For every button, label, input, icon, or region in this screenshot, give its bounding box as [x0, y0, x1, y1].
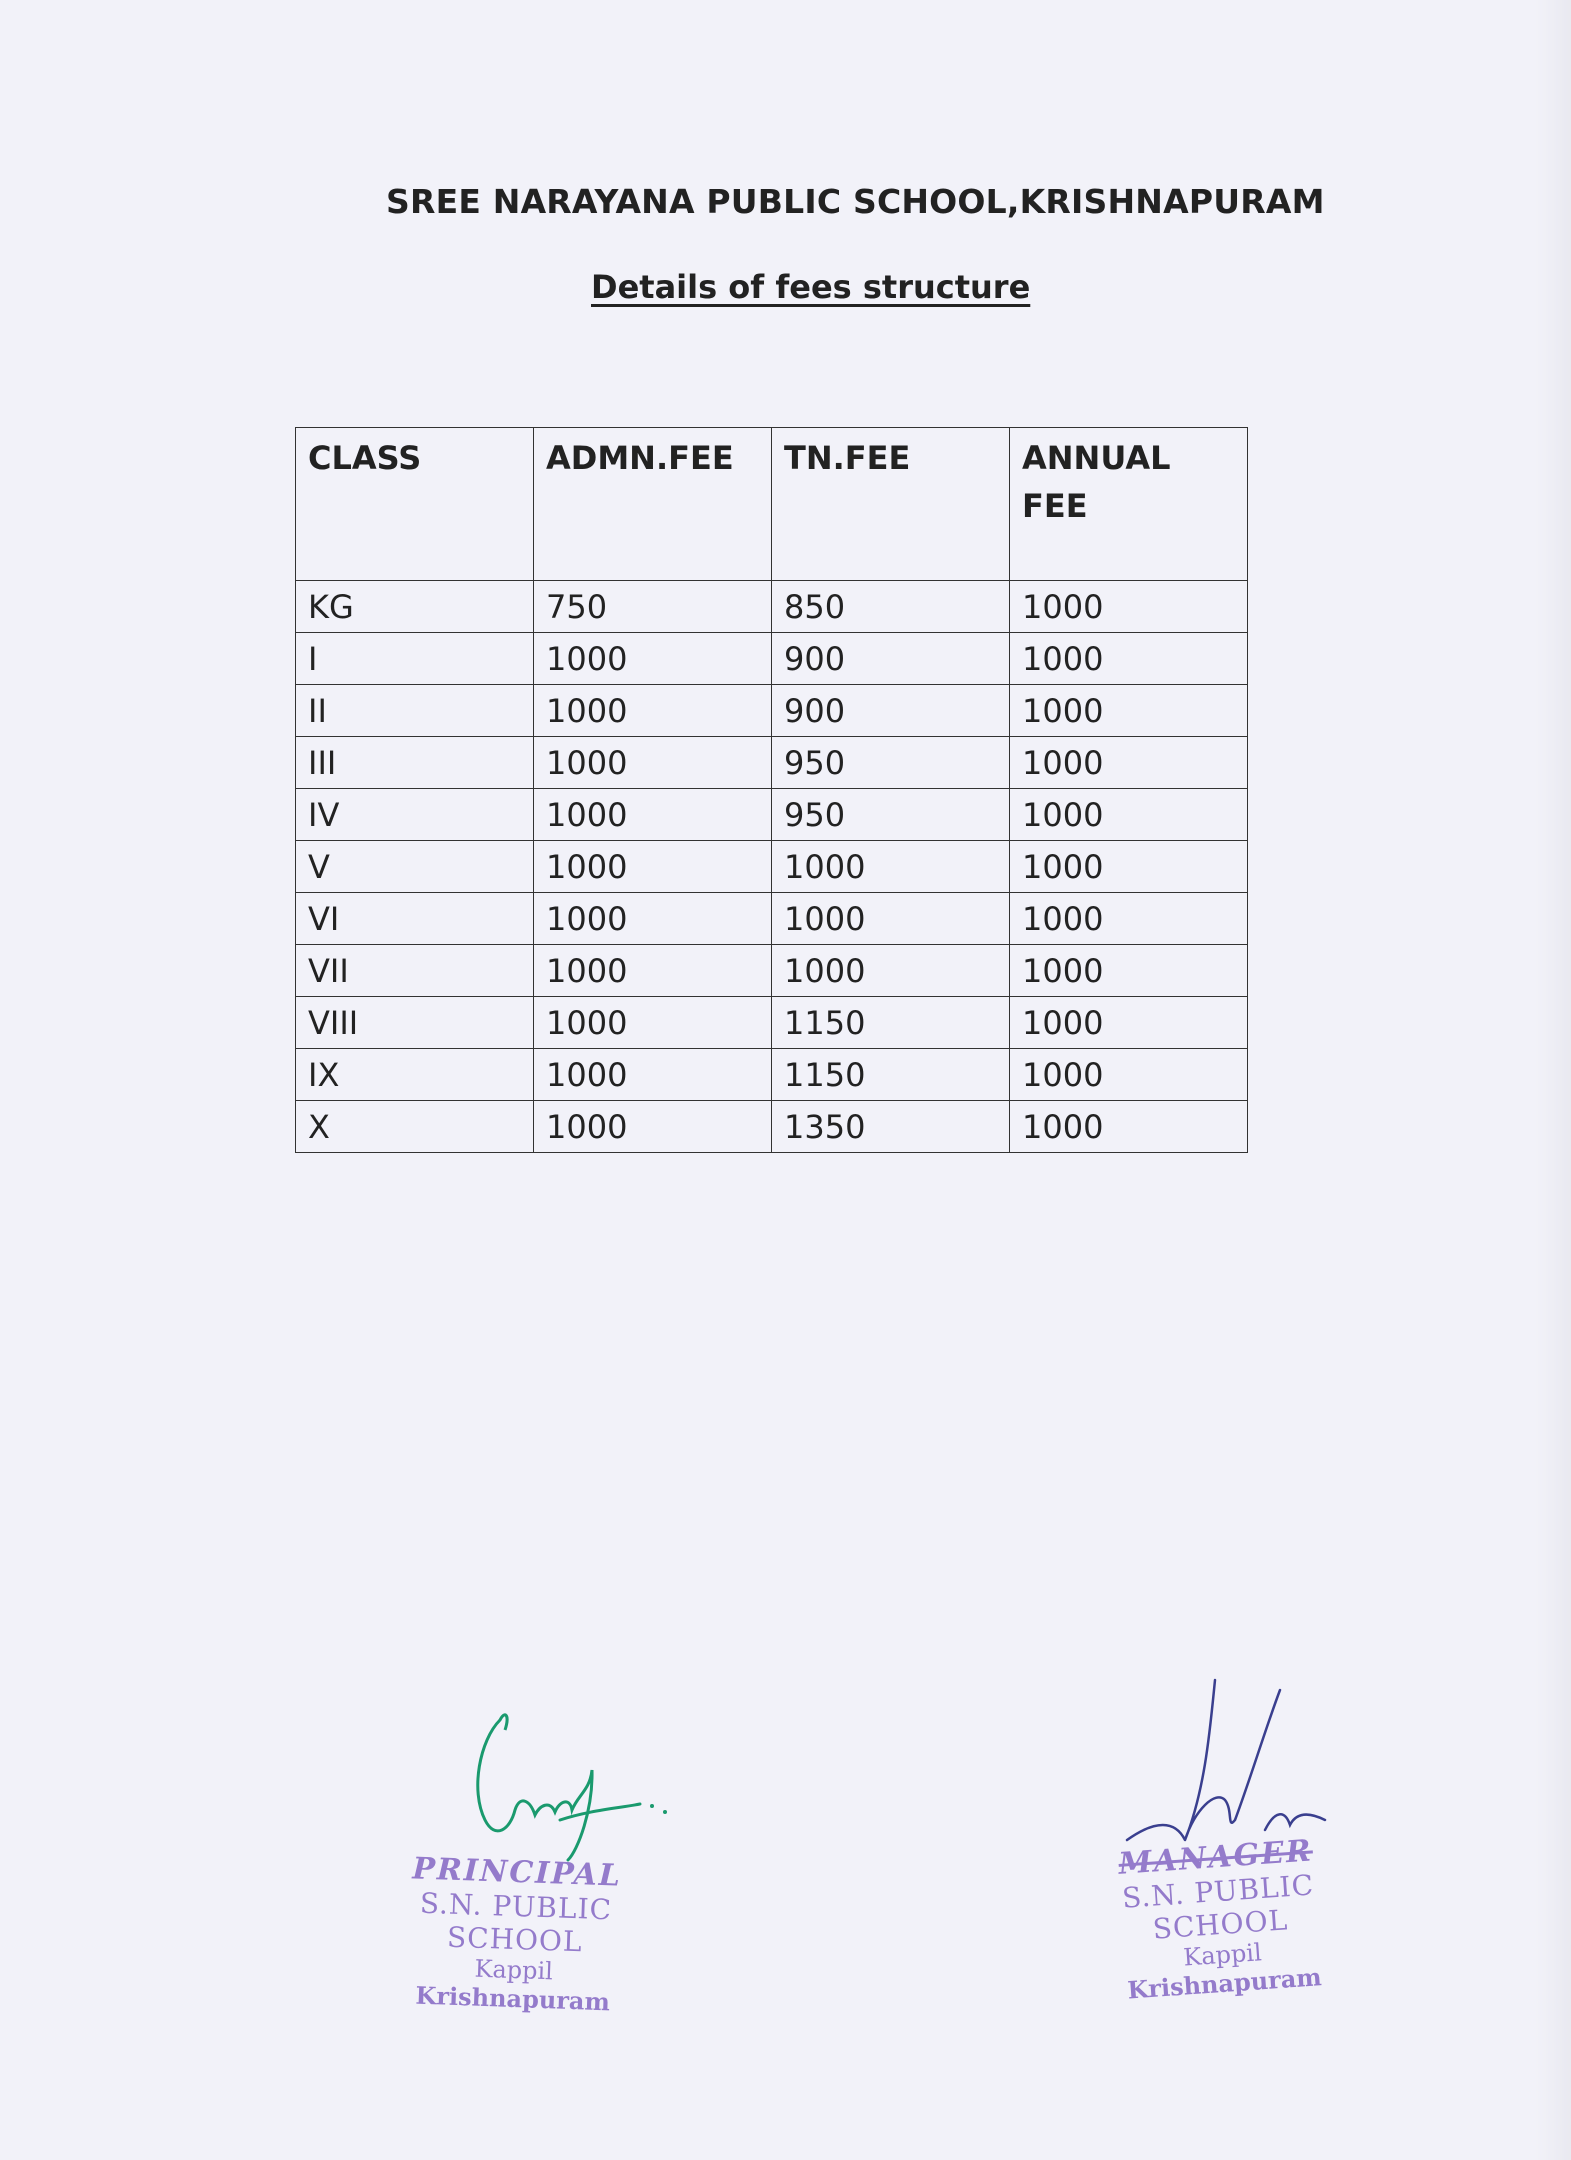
cell-class: III	[296, 737, 534, 789]
cell-tuition-fee: 1000	[772, 841, 1010, 893]
manager-stamp-town: Krishnapuram	[1126, 1962, 1323, 2005]
cell-tuition-fee: 1150	[772, 997, 1010, 1049]
principal-stamp-title: PRINCIPAL	[411, 1851, 623, 1894]
cell-admission-fee: 1000	[534, 997, 772, 1049]
table-row	[296, 997, 1248, 1049]
cell-admission-fee: 1000	[534, 841, 772, 893]
cell-class: KG	[296, 581, 534, 633]
table-row	[296, 633, 1248, 685]
cell-class: IV	[296, 789, 534, 841]
fee-table	[295, 427, 1248, 1153]
cell-tuition-fee: 1000	[772, 945, 1010, 997]
cell-annual-fee: 1000	[1010, 997, 1248, 1049]
principal-stamp-town: Krishnapuram	[415, 1980, 611, 2017]
cell-admission-fee: 1000	[534, 1049, 772, 1101]
cell-tuition-fee: 1000	[772, 893, 1010, 945]
cell-annual-fee: 1000	[1010, 685, 1248, 737]
cell-admission-fee: 1000	[534, 1101, 772, 1153]
cell-class: IX	[296, 1049, 534, 1101]
principal-stamp-school: S.N. PUBLIC SCHOOL	[419, 1886, 613, 1959]
manager-stamp-title: MANAGER	[1117, 1833, 1314, 1882]
cell-annual-fee: 1000	[1010, 737, 1248, 789]
school-title: SREE NARAYANA PUBLIC SCHOOL,KRISHNAPURAM	[386, 182, 1325, 221]
cell-tuition-fee: 1350	[772, 1101, 1010, 1153]
table-row	[296, 1101, 1248, 1153]
table-row	[296, 789, 1248, 841]
cell-class: I	[296, 633, 534, 685]
cell-class: VIII	[296, 997, 534, 1049]
table-row	[296, 737, 1248, 789]
manager-stamp-school: S.N. PUBLIC SCHOOL	[1121, 1868, 1316, 1946]
table-header-row	[296, 428, 1248, 581]
cell-annual-fee: 1000	[1010, 841, 1248, 893]
manager-stamp-place: Kappil	[1182, 1938, 1263, 1972]
column-header-admission-fee: ADMN.FEE	[534, 428, 772, 581]
cell-admission-fee: 1000	[534, 893, 772, 945]
paper-edge	[1535, 0, 1571, 2160]
manager-stamp	[1055, 1829, 1385, 2009]
principal-stamp	[347, 1849, 682, 2018]
cell-admission-fee: 1000	[534, 737, 772, 789]
cell-class: II	[296, 685, 534, 737]
cell-admission-fee: 1000	[534, 945, 772, 997]
cell-tuition-fee: 950	[772, 737, 1010, 789]
cell-annual-fee: 1000	[1010, 581, 1248, 633]
cell-admission-fee: 1000	[534, 685, 772, 737]
cell-admission-fee: 1000	[534, 633, 772, 685]
document-subtitle: Details of fees structure	[591, 268, 1031, 306]
cell-class: VI	[296, 893, 534, 945]
table-row	[296, 893, 1248, 945]
table-row	[296, 841, 1248, 893]
table-row	[296, 685, 1248, 737]
cell-class: V	[296, 841, 534, 893]
cell-annual-fee: 1000	[1010, 1101, 1248, 1153]
cell-tuition-fee: 950	[772, 789, 1010, 841]
cell-class: VII	[296, 945, 534, 997]
cell-annual-fee: 1000	[1010, 945, 1248, 997]
principal-signature	[460, 1700, 680, 1870]
cell-annual-fee: 1000	[1010, 893, 1248, 945]
column-header-tuition-fee: TN.FEE	[772, 428, 1010, 581]
cell-tuition-fee: 900	[772, 685, 1010, 737]
cell-tuition-fee: 1150	[772, 1049, 1010, 1101]
table-body	[296, 581, 1248, 1153]
table-row	[296, 1049, 1248, 1101]
cell-class: X	[296, 1101, 534, 1153]
table-row	[296, 945, 1248, 997]
table-row	[296, 581, 1248, 633]
cell-admission-fee: 750	[534, 581, 772, 633]
column-header-annual-fee: ANNUAL FEE	[1010, 428, 1248, 581]
cell-admission-fee: 1000	[534, 789, 772, 841]
cell-annual-fee: 1000	[1010, 633, 1248, 685]
cell-tuition-fee: 850	[772, 581, 1010, 633]
cell-tuition-fee: 900	[772, 633, 1010, 685]
cell-annual-fee: 1000	[1010, 789, 1248, 841]
principal-stamp-place: Kappil	[474, 1954, 554, 1986]
cell-annual-fee: 1000	[1010, 1049, 1248, 1101]
column-header-class: CLASS	[296, 428, 534, 581]
